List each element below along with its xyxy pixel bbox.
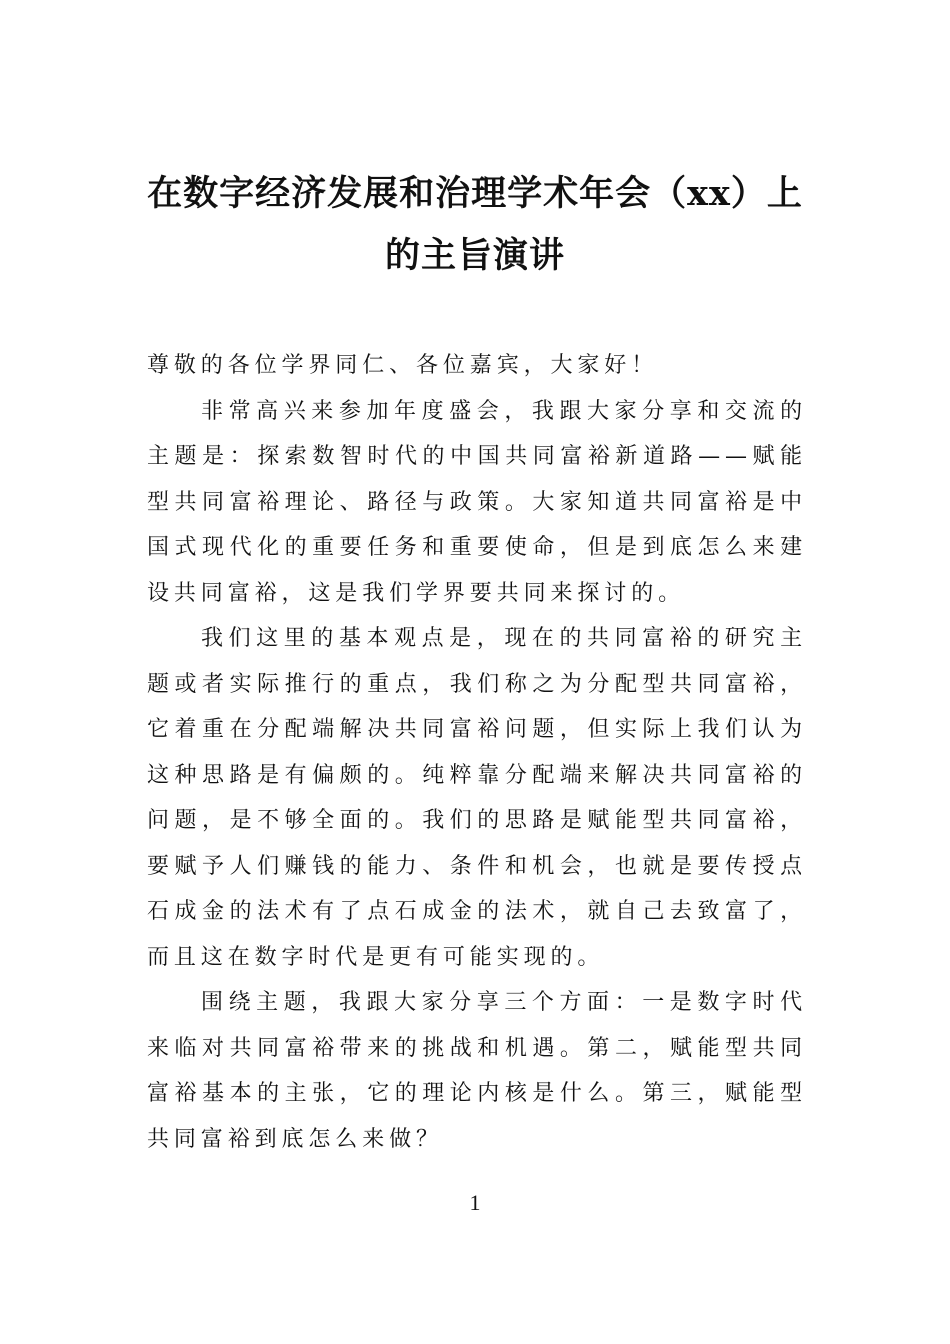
page-number: 1 bbox=[469, 1190, 481, 1215]
salutation: 尊敬的各位学界同仁、各位嘉宾，大家好！ bbox=[147, 353, 659, 378]
document-body bbox=[147, 343, 807, 1162]
title-line-1: 在数字经济发展和治理学术年会（xx）上 bbox=[147, 173, 803, 214]
paragraph: 非常高兴来参加年度盛会，我跟大家分享和交流的主题是：探索数智时代的中国共同富裕新道路——赋能型共同富裕理论、路径与政策。大家知道共同富裕是中国式现代化的重要任务和重要使命，但是到底怎么来建设共同富裕，这是我们学界要共同来探讨的。 bbox=[147, 398, 807, 606]
paragraph: 围绕主题，我跟大家分享三个方面：一是数字时代来临对共同富裕带来的挑战和机遇。第二，赋能型共同富裕基本的主张，它的理论内核是什么。第三，赋能型共同富裕到底怎么来做？ bbox=[147, 990, 807, 1152]
document-title bbox=[0, 163, 950, 287]
title-line-2: 的主旨演讲 bbox=[384, 235, 565, 276]
paragraph: 我们这里的基本观点是，现在的共同富裕的研究主题或者实际推行的重点，我们称之为分配型共同富裕，它着重在分配端解决共同富裕问题，但实际上我们认为这种思路是有偏颇的。纯粹靠分配端来解决共同富裕的问题，是不够全面的。我们的思路是赋能型共同富裕，要赋予人们赚钱的能力、条件和机会，也就是要传授点石成金的法术有了点石成金的法术，就自己去致富了，而且这在数字时代是更有可能实现的。 bbox=[147, 626, 807, 970]
